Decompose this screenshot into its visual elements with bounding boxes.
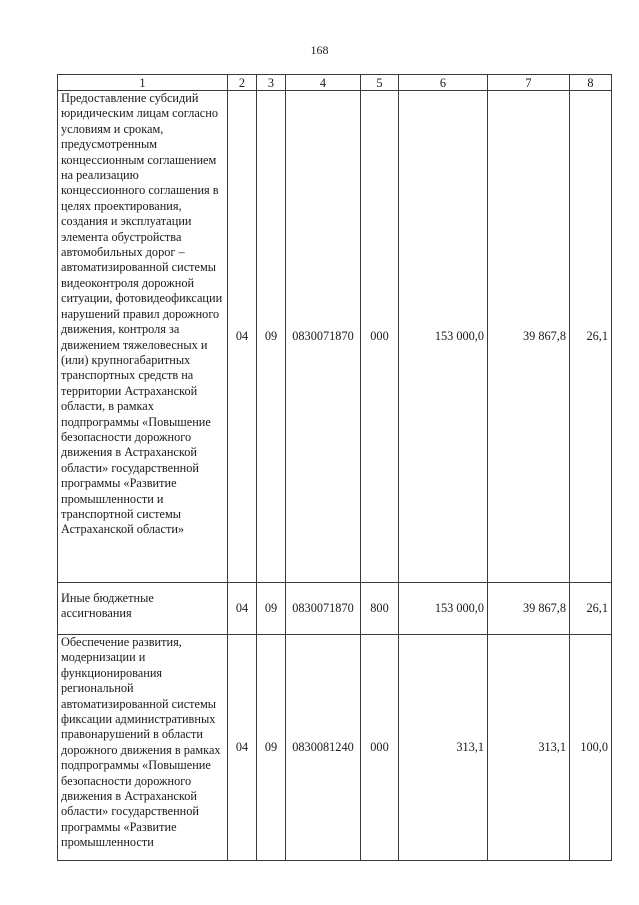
executed-amount: 313,1: [488, 635, 570, 861]
planned-amount: 153 000,0: [399, 91, 488, 583]
table-row: [58, 635, 612, 861]
subsection-code: 09: [257, 91, 286, 583]
budget-table: [57, 74, 612, 861]
column-header: 7: [488, 75, 570, 91]
subsection-code: 09: [257, 583, 286, 635]
planned-amount: 313,1: [399, 635, 488, 861]
executed-amount: 39 867,8: [488, 91, 570, 583]
table-row: [58, 91, 612, 583]
column-header: 8: [570, 75, 612, 91]
header-row: [58, 75, 612, 91]
target-article-code: 0830081240: [286, 635, 361, 861]
section-code: 04: [228, 91, 257, 583]
execution-percent: 100,0: [570, 635, 612, 861]
row-description: Обеспечение развития, модернизации и функционирования региональной автоматизированной системы фиксации административных правонарушений в области дорожного движения в рамках подпрограммы «Повышение безопасности дорожного движения в Астраханской области» государственной программы «Развитие промышленности: [58, 635, 228, 861]
column-header: 5: [361, 75, 399, 91]
row-description: Предоставление субсидий юридическим лицам согласно условиям и срокам, предусмотренным концессионным соглашением на реализацию концессионного соглашения в целях проектирования, создания и эксплуатации элемента обустройства автомобильных дорог – автоматизированной системы видеоконтроля дорожной ситуации, фотовидеофиксации нарушений правил дорожного движения, контроля за движением тяжеловесных и (или) крупногабаритных транспортных средств на территории Астраханской области, в рамках подпрограммы «Повышение безопасности дорожного движения в Астраханской области» государственной программы «Развитие промышленности и транспортной системы Астраханской области»: [58, 91, 228, 583]
expense-type-code: 000: [361, 91, 399, 583]
section-code: 04: [228, 635, 257, 861]
section-code: 04: [228, 583, 257, 635]
planned-amount: 153 000,0: [399, 583, 488, 635]
expense-type-code: 000: [361, 635, 399, 861]
column-header: 6: [399, 75, 488, 91]
column-header: 3: [257, 75, 286, 91]
row-description: Иные бюджетные ассигнования: [58, 583, 228, 635]
executed-amount: 39 867,8: [488, 583, 570, 635]
column-header: 1: [58, 75, 228, 91]
execution-percent: 26,1: [570, 91, 612, 583]
execution-percent: 26,1: [570, 583, 612, 635]
column-header: 2: [228, 75, 257, 91]
page-number: 168: [310, 43, 329, 57]
table-row: [58, 583, 612, 635]
target-article-code: 0830071870: [286, 583, 361, 635]
subsection-code: 09: [257, 635, 286, 861]
expense-type-code: 800: [361, 583, 399, 635]
column-header: 4: [286, 75, 361, 91]
target-article-code: 0830071870: [286, 91, 361, 583]
